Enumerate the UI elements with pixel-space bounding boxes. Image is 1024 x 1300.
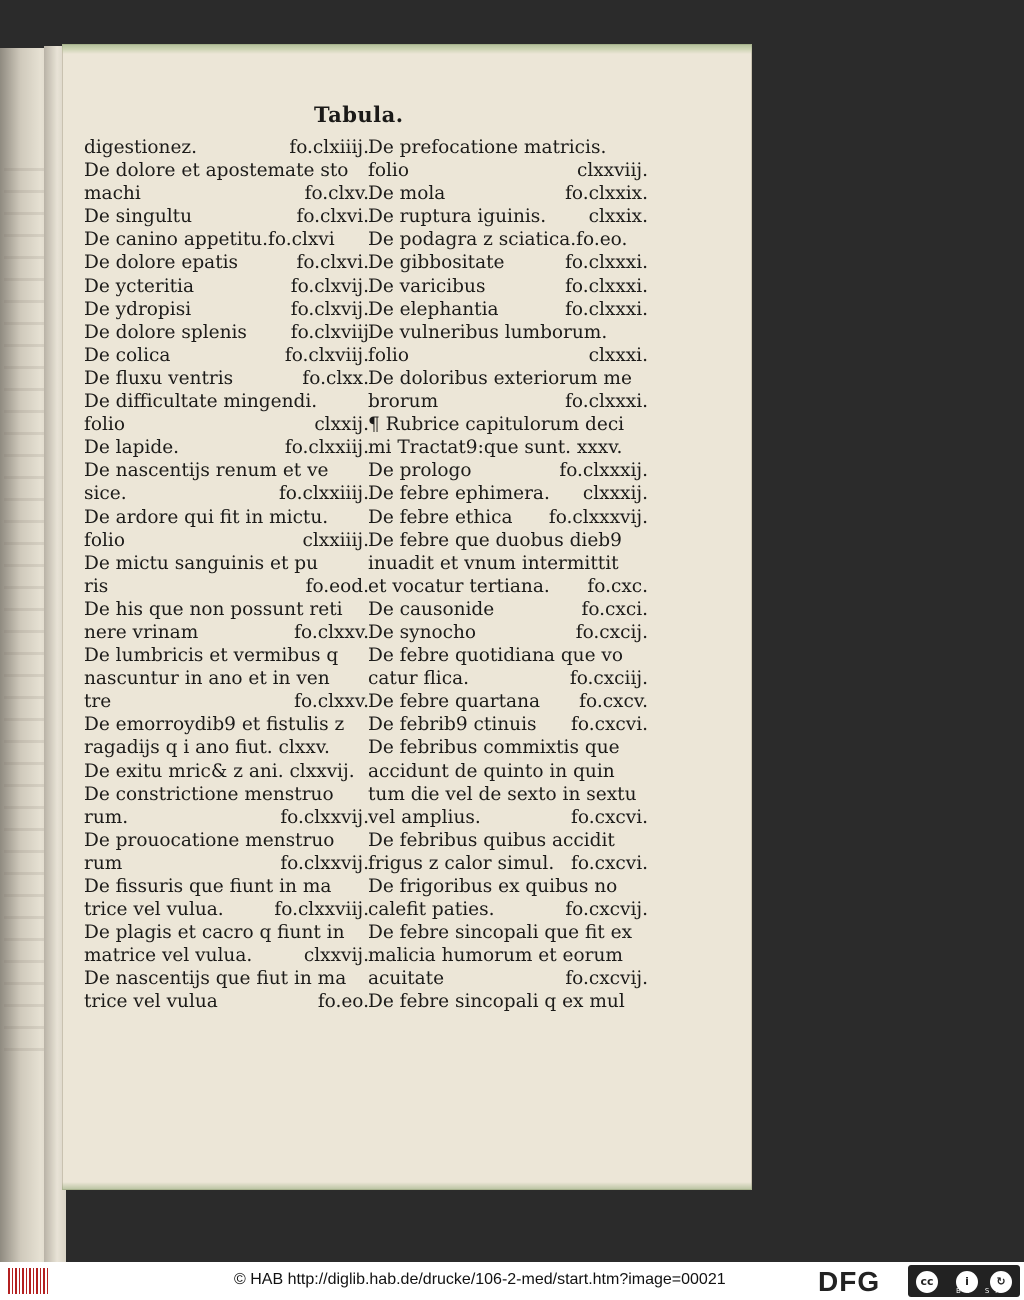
entry-title: De ydropisi bbox=[84, 298, 192, 320]
index-entry bbox=[368, 644, 648, 667]
entry-folio: fo.clxiiij. bbox=[289, 137, 369, 158]
index-entry bbox=[84, 898, 369, 921]
entry-title: De febre ethica bbox=[368, 506, 513, 528]
entry-title: De varicibus bbox=[368, 275, 486, 297]
entry-title: sice. bbox=[84, 483, 127, 505]
entry-folio: fo.cxciij. bbox=[569, 668, 648, 690]
book-page bbox=[62, 44, 752, 1190]
entry-title: folio bbox=[84, 414, 125, 436]
entry-folio: fo.clxx. bbox=[302, 367, 369, 389]
index-entry bbox=[368, 136, 648, 159]
entry-title: De gibbositate bbox=[368, 252, 505, 274]
entry-title: tum die vel de sexto in sextu bbox=[368, 783, 637, 805]
index-entry bbox=[368, 529, 648, 552]
entry-folio: fo.clxxxi. bbox=[565, 252, 648, 274]
index-entry bbox=[368, 275, 648, 298]
entry-folio: fo.clxxiij. bbox=[284, 437, 369, 459]
entry-title: De frigoribus ex quibus no bbox=[368, 876, 618, 897]
index-entry bbox=[368, 852, 648, 875]
entry-folio: fo.clxxv. bbox=[294, 621, 369, 643]
index-entry bbox=[368, 436, 648, 459]
entry-title: De emorroydib9 et fistulis z bbox=[84, 714, 345, 736]
index-entry bbox=[84, 344, 369, 367]
entry-folio: fo.clxv. bbox=[304, 183, 369, 205]
index-entry bbox=[84, 552, 369, 575]
index-entry bbox=[368, 713, 648, 736]
entry-title: De febre que duobus dieb9 bbox=[368, 529, 622, 551]
index-entry bbox=[368, 367, 648, 390]
index-entry bbox=[368, 298, 648, 321]
entry-title: De febre quartana bbox=[368, 691, 541, 713]
entry-title: De difficultate mingendi. bbox=[84, 391, 318, 413]
index-entry bbox=[84, 159, 369, 182]
index-entry bbox=[84, 967, 369, 990]
index-entry bbox=[84, 690, 369, 713]
index-entry bbox=[368, 321, 648, 344]
entry-title: De febribus commixtis que bbox=[368, 737, 620, 759]
entry-folio: fo.clxxviij. bbox=[274, 899, 369, 921]
entry-title: De lapide. bbox=[84, 437, 180, 459]
index-entry bbox=[368, 344, 648, 367]
index-entry bbox=[368, 921, 648, 944]
entry-title: De dolore et apostemate sto bbox=[84, 160, 349, 182]
entry-title: De dolore splenis bbox=[84, 321, 247, 343]
entry-title: De febre sincopali q ex mul bbox=[368, 991, 625, 1013]
table-column-left bbox=[84, 136, 369, 1014]
entry-title: De elephantia bbox=[368, 298, 499, 320]
entry-folio: clxxvij. bbox=[303, 945, 369, 967]
index-entry bbox=[84, 875, 369, 898]
index-entry bbox=[84, 390, 369, 413]
entry-title: De febre ephimera. bbox=[368, 483, 550, 505]
entry-title: nascuntur in ano et in ven bbox=[84, 668, 330, 690]
index-entry bbox=[368, 228, 648, 251]
index-entry bbox=[84, 760, 369, 783]
entry-title: matrice vel vulua. bbox=[84, 945, 253, 967]
entry-folio: fo.cxcvij. bbox=[565, 968, 648, 990]
entry-title: calefit paties. bbox=[368, 899, 495, 921]
index-entry bbox=[368, 459, 648, 482]
entry-title: De febre sincopali que fit ex bbox=[368, 922, 633, 944]
entry-title: De plagis et cacro q fiunt in bbox=[84, 922, 345, 944]
entry-title: De ardore qui fit in mictu. bbox=[84, 506, 329, 528]
entry-title: De ycteritia bbox=[84, 275, 194, 297]
index-entry bbox=[368, 944, 648, 967]
index-entry bbox=[368, 990, 648, 1013]
entry-folio: fo.clxxxi. bbox=[565, 298, 648, 320]
cc-icon: cc bbox=[914, 1269, 940, 1295]
entry-folio: fo.clxvij. bbox=[290, 298, 369, 320]
index-entry bbox=[84, 806, 369, 829]
entry-title: De mola bbox=[368, 183, 446, 205]
index-entry bbox=[84, 251, 369, 274]
entry-title: De fluxu ventris bbox=[84, 367, 234, 389]
entry-folio: fo.clxvij. bbox=[290, 275, 369, 297]
entry-folio: fo.cxcvi. bbox=[571, 806, 648, 828]
index-entry bbox=[84, 436, 369, 459]
entry-title: De fissuris que fiunt in ma bbox=[84, 876, 332, 897]
index-entry bbox=[84, 852, 369, 875]
index-entry bbox=[84, 644, 369, 667]
index-entry bbox=[368, 898, 648, 921]
index-entry bbox=[84, 182, 369, 205]
footer-bar bbox=[0, 1262, 1024, 1300]
index-entry bbox=[84, 736, 369, 759]
hab-barcode-icon bbox=[8, 1268, 48, 1294]
entry-title: De febre quotidiana que vo bbox=[368, 645, 624, 667]
entry-title: folio bbox=[368, 344, 409, 366]
entry-title: De exitu mric& z ani. clxxvij. bbox=[84, 760, 355, 782]
index-entry bbox=[368, 575, 648, 598]
index-entry bbox=[368, 413, 648, 436]
index-entry bbox=[84, 990, 369, 1013]
index-entry bbox=[84, 575, 369, 598]
entry-title: frigus z calor simul. bbox=[368, 852, 555, 874]
index-entry bbox=[368, 506, 648, 529]
entry-title: De prologo bbox=[368, 460, 472, 482]
entry-folio: fo.clxviij. bbox=[284, 344, 369, 366]
index-entry bbox=[84, 944, 369, 967]
entry-title: machi bbox=[84, 183, 141, 205]
entry-title: catur flica. bbox=[368, 668, 469, 690]
index-entry bbox=[84, 529, 369, 552]
by-icon: i bbox=[954, 1269, 980, 1295]
index-entry bbox=[84, 783, 369, 806]
index-entry bbox=[368, 667, 648, 690]
entry-folio: fo.eod. bbox=[305, 575, 369, 597]
entry-folio: fo.clxxxi. bbox=[565, 391, 648, 413]
entry-title: De febrib9 ctinuis bbox=[368, 714, 537, 736]
entry-title: malicia humorum et eorum bbox=[368, 945, 623, 967]
entry-folio: fo.clxviij bbox=[290, 321, 369, 343]
entry-title: De synocho bbox=[368, 621, 477, 643]
index-entry bbox=[84, 829, 369, 852]
entry-title: De singultu bbox=[84, 206, 193, 228]
index-entry bbox=[368, 806, 648, 829]
entry-title: accidunt de quinto in quin bbox=[368, 760, 615, 782]
copyright-link[interactable]: © HAB http://diglib.hab.de/drucke/106-2-med/start.htm?image=00021 bbox=[234, 1271, 726, 1288]
index-entry bbox=[84, 921, 369, 944]
entry-title: De nascentijs renum et ve bbox=[84, 460, 329, 482]
entry-folio: clxxix. bbox=[588, 206, 648, 228]
entry-folio: fo.clxxix. bbox=[565, 183, 648, 205]
entry-title: acuitate bbox=[368, 968, 445, 990]
sa-icon: ↻ bbox=[988, 1269, 1014, 1295]
entry-folio: fo.clxvi. bbox=[296, 206, 369, 228]
entry-title: De nascentijs que fiut in ma bbox=[84, 968, 347, 990]
entry-title: ragadijs q i ano fiut. clxxv. bbox=[84, 737, 330, 759]
index-entry bbox=[84, 598, 369, 621]
index-entry bbox=[368, 621, 648, 644]
entry-folio: fo.clxxvij. bbox=[280, 852, 369, 874]
index-entry bbox=[368, 967, 648, 990]
entry-folio: fo.cxci. bbox=[581, 598, 648, 620]
entry-title: brorum bbox=[368, 391, 439, 413]
entry-folio: fo.cxc. bbox=[587, 575, 648, 597]
entry-folio: fo.clxxvij. bbox=[280, 806, 369, 828]
entry-folio: fo.cxcvi. bbox=[571, 714, 648, 736]
entry-title: De mictu sanguinis et pu bbox=[84, 552, 319, 574]
index-entry bbox=[368, 736, 648, 759]
entry-title: inuadit et vnum intermittit bbox=[368, 552, 619, 574]
entry-folio: fo.clxxxi. bbox=[565, 275, 648, 297]
entry-title: trice vel vulua bbox=[84, 991, 218, 1013]
entry-title: De his que non possunt reti bbox=[84, 598, 343, 620]
entry-title: De lumbricis et vermibus q bbox=[84, 645, 339, 667]
index-entry bbox=[368, 875, 648, 898]
entry-title: De constrictione menstruo bbox=[84, 783, 334, 805]
index-entry bbox=[84, 367, 369, 390]
entry-title: De ruptura iguinis. bbox=[368, 206, 547, 228]
entry-folio: clxxiiij. bbox=[302, 529, 369, 551]
table-column-right bbox=[368, 136, 648, 1014]
entry-title: De prefocatione matricis. bbox=[368, 137, 607, 158]
index-entry bbox=[368, 783, 648, 806]
index-entry bbox=[368, 760, 648, 783]
entry-folio: clxxviij. bbox=[576, 160, 648, 182]
entry-title: ris bbox=[84, 575, 109, 597]
index-entry bbox=[368, 690, 648, 713]
entry-title: tre bbox=[84, 691, 112, 713]
index-entry bbox=[368, 598, 648, 621]
license-text: BY SA bbox=[956, 1287, 1007, 1295]
entry-title: De dolore epatis bbox=[84, 252, 239, 274]
entry-folio: fo.cxcij. bbox=[575, 621, 648, 643]
index-entry bbox=[84, 459, 369, 482]
entry-title: De doloribus exteriorum me bbox=[368, 367, 632, 389]
previous-leaf-text-ghost bbox=[4, 168, 48, 1068]
index-entry bbox=[84, 298, 369, 321]
entry-title: De causonide bbox=[368, 598, 495, 620]
index-entry bbox=[368, 390, 648, 413]
index-entry bbox=[84, 506, 369, 529]
entry-title: De vulneribus lumborum. bbox=[368, 321, 608, 343]
entry-title: nere vrinam bbox=[84, 621, 199, 643]
index-entry bbox=[84, 482, 369, 505]
index-entry bbox=[84, 205, 369, 228]
entry-folio: fo.clxvi. bbox=[296, 252, 369, 274]
index-entry bbox=[84, 136, 369, 159]
index-entry bbox=[84, 275, 369, 298]
index-entry bbox=[84, 321, 369, 344]
entry-folio: clxxij. bbox=[314, 414, 369, 436]
license-badge[interactable] bbox=[908, 1265, 1020, 1297]
entry-folio: fo.eo. bbox=[317, 991, 369, 1013]
entry-title: trice vel vulua. bbox=[84, 899, 224, 921]
index-entry bbox=[84, 713, 369, 736]
entry-folio: fo.cxcvij. bbox=[565, 899, 648, 921]
index-entry bbox=[84, 413, 369, 436]
index-entry bbox=[84, 667, 369, 690]
index-entry bbox=[368, 205, 648, 228]
entry-folio: fo.cxcv. bbox=[579, 691, 648, 713]
entry-title: mi Tractat9:que sunt. xxxv. bbox=[368, 437, 623, 459]
entry-title: folio bbox=[368, 160, 409, 182]
index-entry bbox=[84, 228, 369, 251]
entry-folio: clxxxij. bbox=[582, 483, 648, 505]
index-entry bbox=[368, 552, 648, 575]
entry-title: et vocatur tertiana. bbox=[368, 575, 550, 597]
entry-title: rum. bbox=[84, 806, 129, 828]
entry-title: digestionez. bbox=[84, 137, 198, 158]
entry-folio: fo.cxcvi. bbox=[571, 852, 648, 874]
entry-title: vel amplius. bbox=[368, 806, 481, 828]
entry-title: ¶ Rubrice capitulorum deci bbox=[368, 414, 625, 436]
entry-title: De podagra z sciatica.fo.eo. bbox=[368, 229, 628, 251]
entry-title: De febribus quibus accidit bbox=[368, 829, 615, 851]
entry-title: De canino appetitu.fo.clxvi bbox=[84, 229, 335, 251]
entry-folio: clxxxi. bbox=[588, 344, 648, 366]
index-entry bbox=[84, 621, 369, 644]
entry-title: rum bbox=[84, 852, 123, 874]
entry-title: De colica bbox=[84, 344, 171, 366]
index-entry bbox=[368, 182, 648, 205]
index-entry bbox=[368, 251, 648, 274]
entry-title: De prouocatione menstruo bbox=[84, 829, 335, 851]
entry-folio: fo.clxxv. bbox=[294, 691, 369, 713]
entry-title: folio bbox=[84, 529, 125, 551]
index-entry bbox=[368, 159, 648, 182]
dfg-logo[interactable]: DFG bbox=[818, 1266, 881, 1297]
page-header: Tabula. bbox=[314, 102, 404, 127]
index-entry bbox=[368, 482, 648, 505]
index-entry bbox=[368, 829, 648, 852]
entry-folio: fo.clxxiiij. bbox=[278, 483, 369, 505]
entry-folio: fo.clxxxvij. bbox=[548, 506, 648, 528]
entry-folio: fo.clxxxij. bbox=[559, 460, 648, 482]
